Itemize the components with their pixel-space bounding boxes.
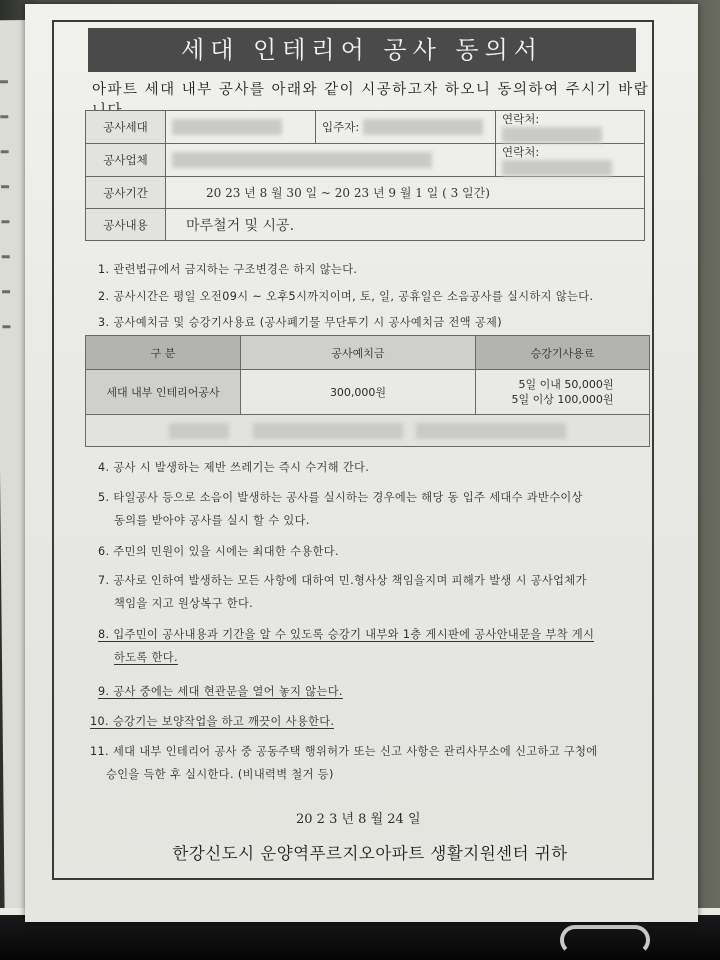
clause-7 [98,569,653,615]
fee-category: 세대 내부 인테리어공사 [86,370,241,415]
fee-table-row [86,370,650,415]
clause-11-line-1: 11. 세대 내부 인테리어 공사 중 공동주택 행위허가 또는 신고 사항은 관리사무소에 신고하고 구청에 [90,745,598,758]
document-title: 세대 인테리어 공사 동의서 [88,28,636,72]
fee-table [85,335,650,447]
clause-4: 4. 공사 시 발생하는 제반 쓰레기는 즉시 수거해 간다. [98,461,370,474]
clause-8-line-2: 하도록 한다. [114,651,178,664]
clause-2: 2. 공사시간은 평일 오전09시 ~ 오후5시까지이며, 토, 일, 공휴일은 소음공사를 실시하지 않는다. [98,290,594,303]
info-row-household [86,111,645,144]
clause-7-line-2: 책임을 지고 원상복구 한다. [114,597,254,610]
clause-10 [90,710,645,733]
phone-label-2: 연락처: [502,145,540,159]
fee-elevator-lines [512,377,614,407]
redacted-block [363,119,483,135]
household-value [166,111,316,144]
contractor-value [166,144,496,177]
clause-8 [98,623,653,669]
redacted-block [502,127,602,143]
clause-7-line-1: 7. 공사로 인하여 발생하는 모든 사항에 대하여 민.형사상 책임을지며 피해가 발생 시 공사업체가 [98,574,587,587]
resident-cell [316,111,496,144]
info-row-content [86,209,645,241]
fee-elevator-cell [476,370,650,415]
redacted-block [502,160,612,176]
redacted-block [253,423,403,439]
clause-5-line-1: 5. 타일공사 등으로 소음이 발생하는 공사를 실시하는 경우에는 해당 동 입주 세대수 과반수이상 [98,491,583,504]
clause-9-text: 9. 공사 중에는 세대 현관문을 열어 놓지 않는다. [98,685,343,698]
clause-5 [98,486,653,532]
signature-date: 20 2 3 년 8 월 24 일 [296,812,421,827]
redacted-block [172,152,432,168]
period-label: 공사기간 [86,177,166,209]
redacted-block [172,119,282,135]
phone-cell-2 [496,144,645,177]
content-label: 공사내용 [86,209,166,241]
clause-3: 3. 공사예치금 및 승강기사용료 (공사폐기물 무단투기 시 공사예치금 전액 공제) [98,316,503,329]
fee-header-elevator: 승강기사용료 [476,336,650,370]
fee-elevator-line-1: 5일 이내 50,000원 [518,378,614,391]
document-intro: 아파트 세대 내부 공사를 아래와 같이 시공하고자 하오니 동의하여 주시기 바랍 [92,82,650,98]
clause-8-line-1: 8. 입주민이 공사내용과 기간을 알 수 있도록 승강기 내부와 1층 게시판에 공사안내문을 부착 게시 [98,628,595,641]
content-value: 마루철거 및 시공. [166,209,645,241]
info-table [85,110,645,241]
period-value: 20 23 년 8 월 30 일 ~ 20 23 년 9 월 1 일 ( 3 일간) [166,177,645,209]
clause-6: 6. 주민의 민원이 있을 시에는 최대한 수용한다. [98,545,339,558]
contractor-label: 공사업체 [86,144,166,177]
fee-table-header [86,336,650,370]
phone-cell-1 [496,111,645,144]
info-row-period [86,177,645,209]
fee-header-deposit: 공사예치금 [241,336,476,370]
fee-table-redacted-row [86,415,650,447]
info-row-contractor [86,144,645,177]
fee-deposit: 300,000원 [241,370,476,415]
redacted-block [169,423,229,439]
clause-11-line-2: 승인을 득한 후 실시한다. (비내력벽 철거 등) [106,768,334,781]
fee-elevator-line-2: 5일 이상 100,000원 [511,393,614,406]
cable [560,925,650,955]
clause-11 [90,740,645,786]
phone-label-1: 연락처: [502,112,540,126]
redacted-note [86,415,650,447]
resident-label: 입주자: [322,119,360,134]
clause-8-line-2-wrap [98,646,653,669]
clause-1: 1. 관련법규에서 금지하는 구조변경은 하지 않는다. [98,263,358,276]
recipient-line: 한강신도시 운양역푸르지오아파트 생활지원센터 귀하 [172,844,568,863]
clause-10-text: 10. 승강기는 보양작업을 하고 깨끗이 사용한다. [90,715,335,728]
clause-5-line-2: 동의를 받아야 공사를 실시 할 수 있다. [114,514,310,527]
fee-header-category: 구 분 [86,336,241,370]
clause-9 [98,680,653,703]
household-label: 공사세대 [86,111,166,144]
redacted-block [416,423,566,439]
